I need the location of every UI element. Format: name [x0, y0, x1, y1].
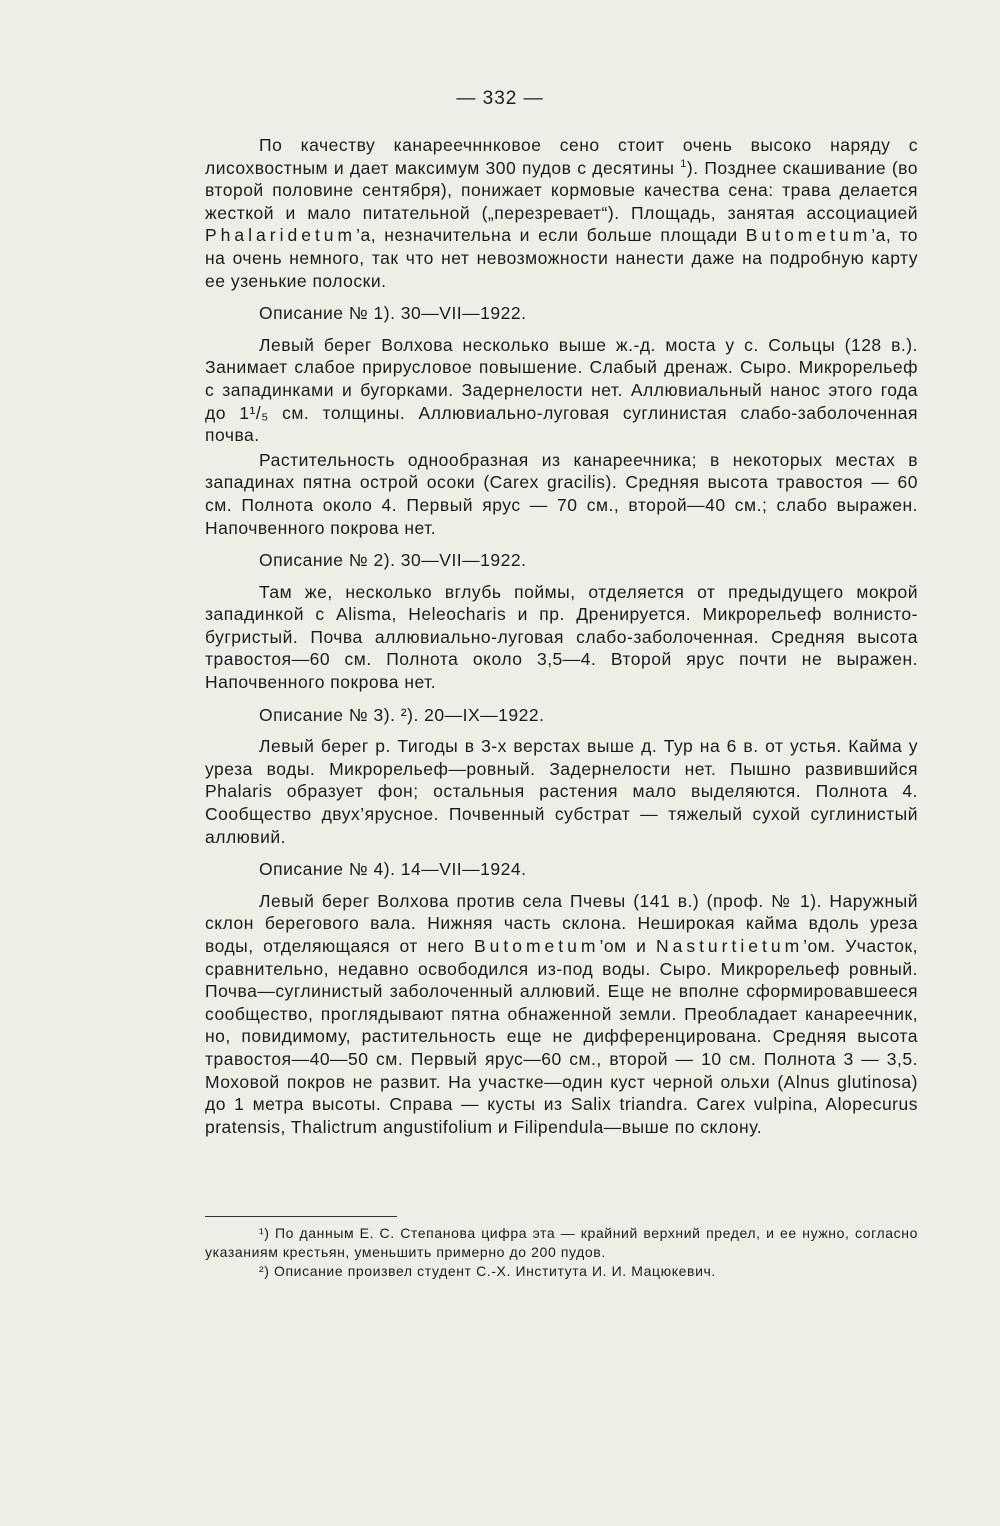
footnote-1: ¹) По данным Е. С. Степанова цифра эта — крайний верхний предел, и ее нужно, согласно указаниям крестьян, уменьшить примерно до 200 пудов. [205, 1225, 918, 1260]
latin-term: Butometum [745, 225, 872, 246]
description-paragraph: Растительность однообразная из канареечника; в некоторых местах в западинах пятна острой осоки (Carex gracilis). Средняя высота травостоя — 60 см. Полнота около 4. Первый ярус — 70 см., второй—40 см.; слабо выражен. Напочвенного покрова нет. [205, 449, 918, 538]
description-heading: Описание № 1). 30—VII—1922. [259, 303, 527, 324]
footnote-divider [205, 1216, 397, 1217]
footnote-2: ²) Описание произвел студент С.-Х. Института И. И. Мацюкевич. [259, 1263, 716, 1279]
description-paragraph: Левый берег р. Тигоды в 3-х верстах выше д. Тур на 6 в. от устья. Кайма у уреза воды. Микрорельеф—ровный. Задернелости нет. Пышно развившийся Phalaris образует фон; остальныя растения мало выделяются. Полнота 4. Сообщество двух’ярусное. Почвенный субстрат — тяжелый сухой суглинистый аллювий. [205, 736, 918, 847]
latin-term: Nasturtietum [655, 936, 804, 956]
paragraph-hay-quality: По качеству канареечннковое сено стоит очень высоко наряду с лисохвостным и дает максимум 300 пудов с десятины $^1$). Позднее скашивание (во второй половине сентября), понижает кормовые качества сена: трава делается жесткой и мало питательной („перезревает“). Площадь, занятая ассоциацией Phalaridetum’a, незначительна и если больше площади Butometum’a, то на очень немного, так что нет невозможности нанести даже на подробную карту ее узенькие полоски. [205, 135, 918, 291]
latin-term: Phalaridetum [205, 225, 357, 246]
description-heading: Описание № 4). 14—VII—1924. [259, 859, 527, 880]
footnotes [205, 1224, 918, 1281]
latin-term: Butometum [473, 936, 600, 956]
description-heading: Описание № 2). 30—VII—1922. [259, 550, 527, 571]
page-number: — 332 — [456, 88, 544, 109]
description-paragraph: Левый берег Волхова против села Пчевы (141 в.) (проф. № 1). Наружный склон берегового вала. Нижняя часть склона. Неширокая кайма вдоль уреза воды, отделяющаяся от него Butometum’ом и Nasturtietum’ом. Участок, сравнительно, недавно освободился из-под воды. Сыро. Микрорельеф ровный. Почва—суглинистый заболоченный аллювий. Еще не вполне сформировавшееся сообщество, проглядывают пятна обнаженной земли. Преобладает канареечник, но, повидимому, растительность еще не дифференцирована. Средняя высота травостоя—40—50 см. Первый ярус—60 см., второй — 10 см. Полнота 3 — 3,5. Моховой покров не развит. На участке—один куст черной ольхи (Alnus glutinosa) до 1 метра высоты. Справа — кусты из Salix triandra. Carex vulpina, Alopecurus pratensis, Thalictrum angustifolium и Filipendula—выше по склону. [205, 890, 918, 1137]
description-paragraph: Левый берег Волхова несколько выше ж.-д. моста у с. Сольцы (128 в.). Занимает слабое прирусловое повышение. Слабый дренаж. Сыро. Микрорельеф с западинками и бугорками. Задернелости нет. Аллювиальный нанос этого года до 1¹/₅ см. толщины. Аллювиально-луговая суглинистая слабо-заболоченная почва. [205, 334, 918, 446]
body-text [205, 134, 918, 1140]
footnote-ref: 1 [680, 157, 687, 170]
description-paragraph: Там же, несколько вглубь поймы, отделяется от предыдущего мокрой западинкой с Alisma, Heleocharis и пр. Дренируется. Микрорельеф волнисто-бугристый. Почва аллювиально-луговая слабо-заболоченная. Средняя высота травостоя—60 см. Полнота около 3,5—4. Второй ярус почти не выражен. Напочвенного покрова нет. [205, 581, 918, 693]
description-heading: Описание № 3). ²). 20—IX—1922. [259, 704, 545, 725]
